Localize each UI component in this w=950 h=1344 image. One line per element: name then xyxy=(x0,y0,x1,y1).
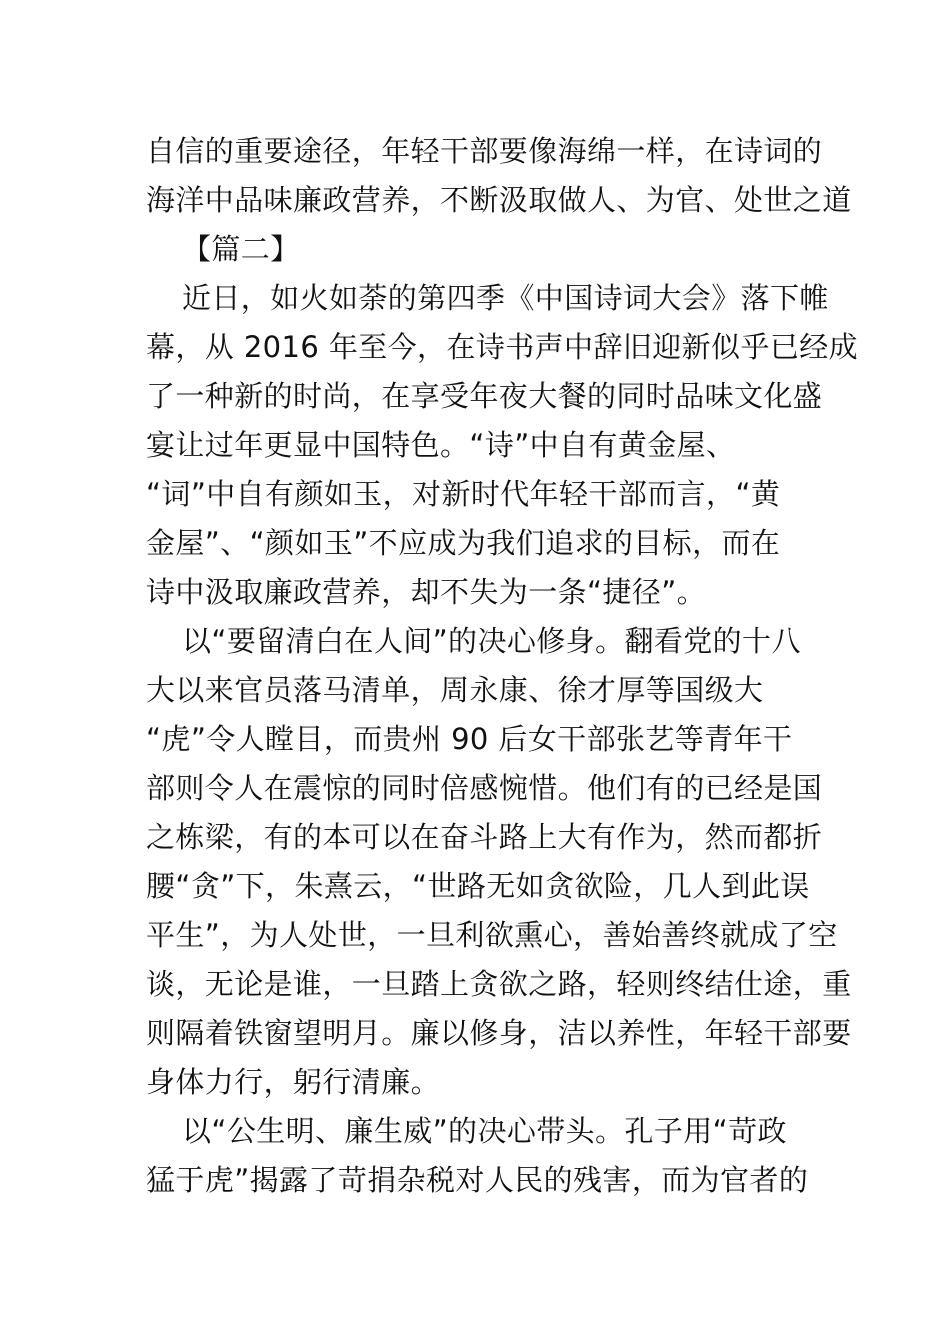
text-line: 诗中汲取廉政营养，却不失为一条“捷径”。 xyxy=(146,575,707,609)
text-line: 猛于虎”揭露了苛捐杂税对人民的残害，而为官者的 xyxy=(146,1163,809,1197)
text-line: 大以来官员落马清单，周永康、徐才厚等国级大 xyxy=(146,673,764,707)
text-line: “虎”令人瞠目，而贵州 90 后女干部张艺等青年干 xyxy=(146,722,793,756)
text-line: 平生”，为人处世，一旦利欲熏心，善始善终就成了空 xyxy=(146,918,838,952)
text-line: 部则令人在震惊的同时倍感惋惜。他们有的已经是国 xyxy=(146,771,823,805)
paragraph-first-line: 以“要留清白在人间”的决心修身。翻看党的十八 xyxy=(182,624,801,658)
text-line: 身体力行，躬行清廉。 xyxy=(146,1065,441,1099)
text-line: “词”中自有颜如玉，对新时代年轻干部而言，“黄 xyxy=(146,477,781,511)
text-line: 宴让过年更显中国特色。“诗”中自有黄金屋、 xyxy=(146,428,736,462)
text-line: 则隔着铁窗望明月。廉以修身，洁以养性，年轻干部要 xyxy=(146,1016,852,1050)
text-line: 幕，从 2016 年至今，在诗书声中辞旧迎新似乎已经成 xyxy=(146,330,859,364)
text-line: 腰“贪”下，朱熹云，“世路无如贪欲险，几人到此误 xyxy=(146,869,810,903)
paragraph-first-line: 以“公生明、廉生威”的决心带头。孔子用“苛政 xyxy=(182,1114,787,1148)
text-line: 之栋梁，有的本可以在奋斗路上大有作为，然而都折 xyxy=(146,820,823,854)
text-line: 金屋”、“颜如玉”不应成为我们追求的目标，而在 xyxy=(146,526,781,560)
text-line: 谈，无论是谁，一旦踏上贪欲之路，轻则终结仕途，重 xyxy=(146,967,852,1001)
paragraph-first-line: 近日，如火如荼的第四季《中国诗词大会》落下帷 xyxy=(182,281,829,315)
text-line: 海洋中品味廉政营养，不断汲取做人、为官、处世之道 xyxy=(146,183,852,217)
section-heading: 【篇二】 xyxy=(182,232,300,266)
body-text xyxy=(146,127,859,1205)
text-line: 了一种新的时尚，在享受年夜大餐的同时品味文化盛 xyxy=(146,379,823,413)
text-line: 自信的重要途径，年轻干部要像海绵一样，在诗词的 xyxy=(146,134,823,168)
